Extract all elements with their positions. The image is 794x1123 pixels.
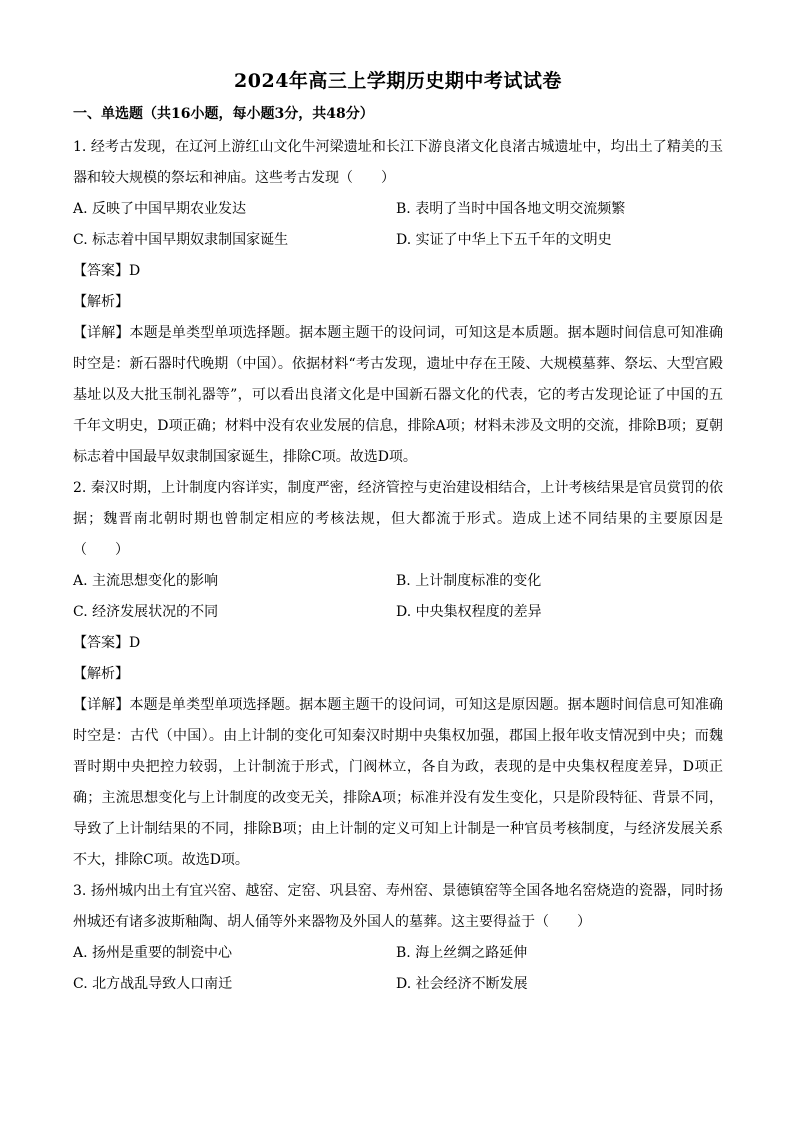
option-d: D. 中央集权程度的差异 [396, 604, 542, 620]
options-grid [73, 566, 723, 628]
option-c: C. 标志着中国早期奴隶制国家诞生 [73, 232, 289, 248]
option-d: D. 社会经济不断发展 [396, 976, 528, 992]
question-2 [73, 473, 723, 876]
option-b: B. 上计制度标准的变化 [396, 573, 542, 589]
options-grid [73, 938, 723, 1000]
option-d: D. 实证了中华上下五千年的文明史 [396, 232, 612, 248]
question-stem: 2. 秦汉时期，上计制度内容详实，制度严密，经济管控与吏治建设相结合，上计考核结果是官员赏罚的依据；魏晋南北朝时期也曾制定相应的考核法规，但大都流于形式。造成上述不同结果的主要原因是（ ） [73, 480, 723, 558]
answer-line: 【答案】D [73, 635, 141, 651]
options-grid [73, 194, 723, 256]
detail-explanation: 【详解】本题是单类型单项选择题。据本题主题干的设问词，可知这是原因题。据本题时间信息可知准确时空是：古代（中国）。由上计制的变化可知秦汉时期中央集权加强，郡国上报年收支情况到中央；而魏晋时期中央把控力较弱，上计制流于形式，门阀林立，各自为政，表现的是中央集权程度差异，D项正确；主流思想变化与上计制度的改变无关，排除A项；标准并没有发生变化，只是阶段特征、背景不同，导致了上计制结果的不同，排除B项；由上计制的定义可知上计制是一种官员考核制度，与经济发展关系不大，排除C项。故选D项。 [73, 697, 723, 868]
option-a: A. 扬州是重要的制瓷中心 [73, 945, 233, 961]
option-b: B. 海上丝绸之路延伸 [396, 945, 528, 961]
question-stem: 1. 经考古发现，在辽河上游红山文化牛河梁遗址和长江下游良渚文化良渚古城遗址中，均出土了精美的玉器和较大规模的祭坛和神庙。这些考古发现（ ） [73, 139, 723, 186]
page-title: 2024年高三上学期历史期中考试试卷 [234, 70, 562, 92]
question-3 [73, 876, 723, 1000]
option-a: A. 反映了中国早期农业发达 [73, 201, 247, 217]
detail-explanation: 【详解】本题是单类型单项选择题。据本题主题干的设问词，可知这是本质题。据本题时间信息可知准确时空是：新石器时代晚期（中国）。依据材料“考古发现，遗址中存在王陵、大规模墓葬、祭坛、大型宫殿基址以及大批玉制礼器等”，可以看出良渚文化是中国新石器文化的代表，它的考古发现论证了中国的五千年文明史，D项正确；材料中没有农业发展的信息，排除A项；材料未涉及文明的交流，排除B项；夏朝标志着中国最早奴隶制国家诞生，排除C项。故选D项。 [73, 325, 723, 465]
option-c: C. 北方战乱导致人口南迁 [73, 976, 233, 992]
option-c: C. 经济发展状况的不同 [73, 604, 219, 620]
analysis-label: 【解析】 [73, 294, 129, 310]
option-a: A. 主流思想变化的影响 [73, 573, 219, 589]
analysis-label: 【解析】 [73, 666, 129, 682]
answer-line: 【答案】D [73, 263, 141, 279]
question-stem: 3. 扬州城内出土有宜兴窑、越窑、定窑、巩县窑、寿州窑、景德镇窑等全国各地名窑烧造的瓷器，同时扬州城还有诸多波斯釉陶、胡人俑等外来器物及外国人的墓葬。这主要得益于（ ） [73, 883, 723, 930]
option-b: B. 表明了当时中国各地文明交流频繁 [396, 201, 626, 217]
section-heading: 一、单选题（共16小题，每小题3分，共48分） [73, 106, 374, 122]
question-1 [73, 132, 723, 473]
exam-page [73, 68, 723, 1000]
